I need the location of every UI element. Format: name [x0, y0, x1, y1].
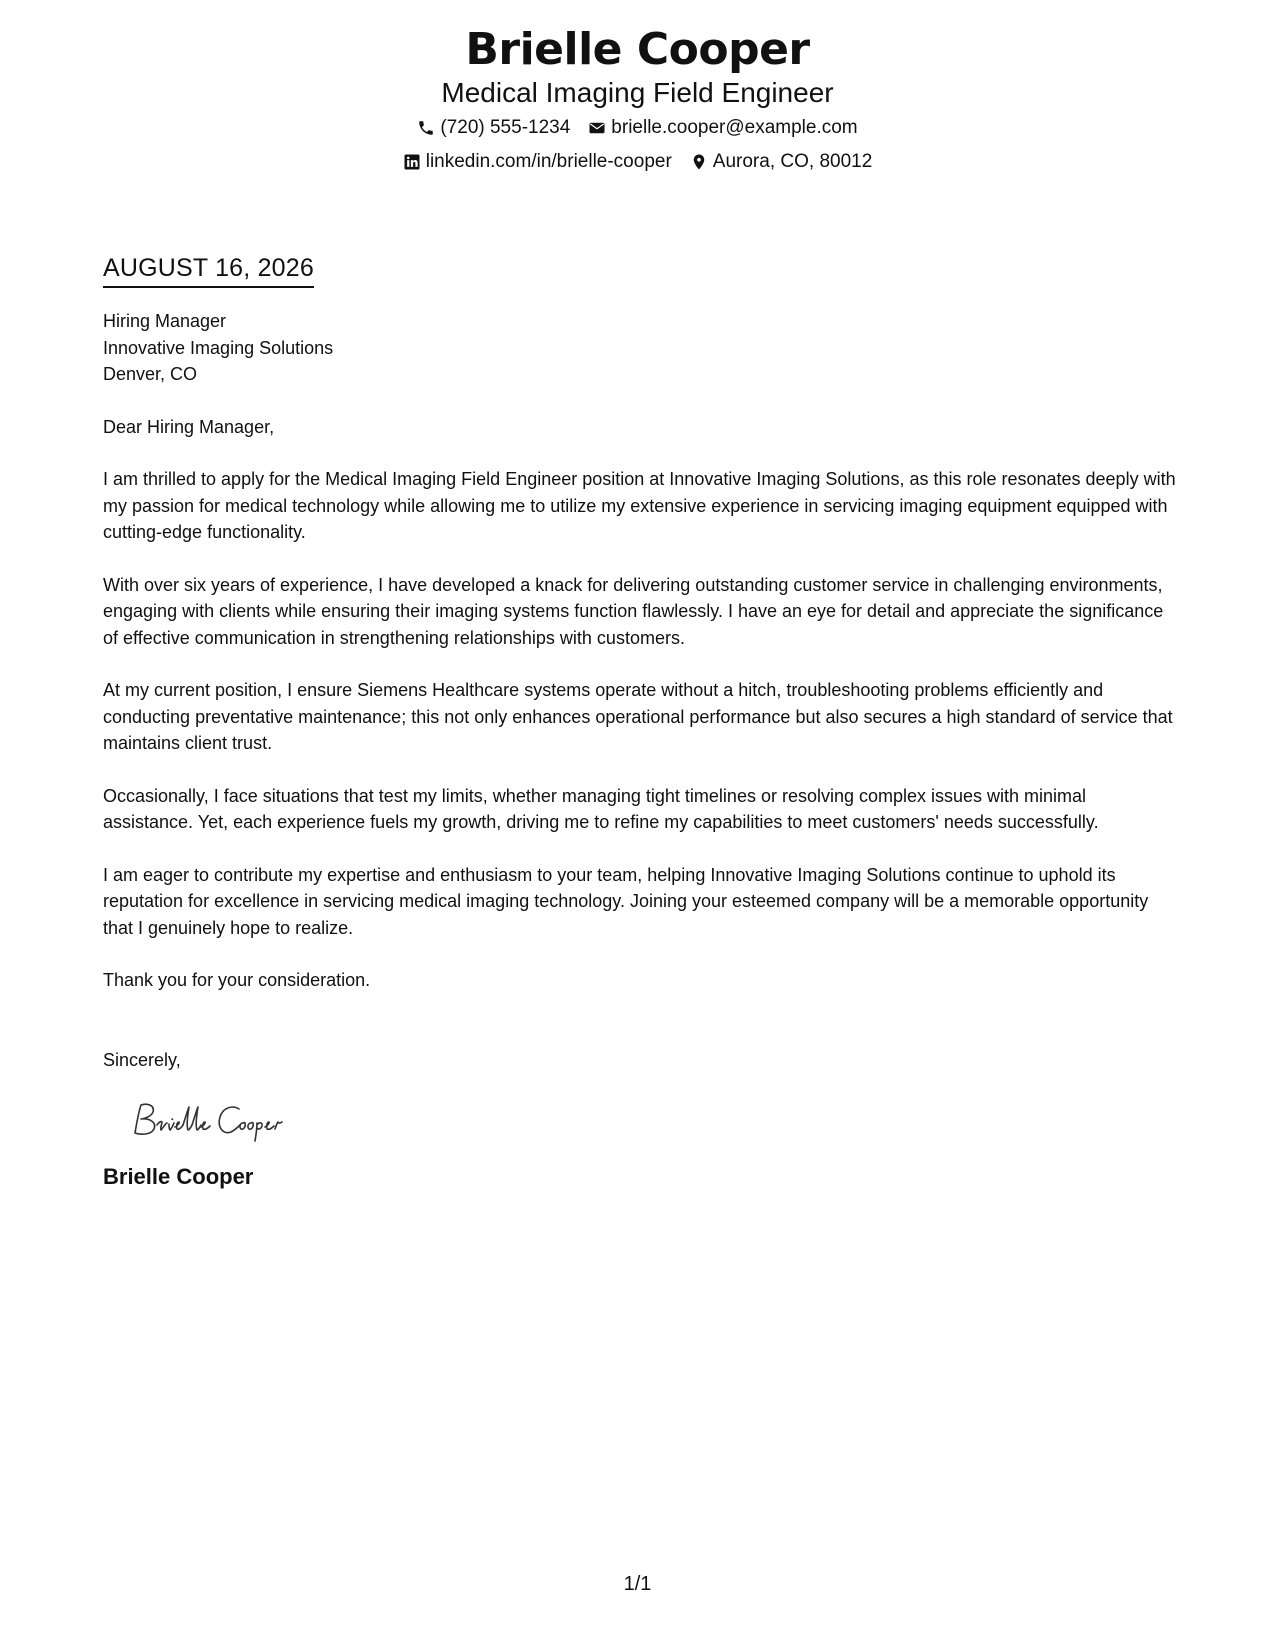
letter-body: [103, 252, 1178, 1191]
envelope-icon: [588, 119, 606, 137]
body-paragraph-5: I am eager to contribute my expertise and enthusiasm to your team, helping Innovative Imaging Solutions continue to uphold its reputation for excellence in servicing medical imaging technology. Joining your esteemed company will be a memorable opportunity that I genuinely hope to realize.: [103, 864, 1149, 938]
signature-image: [127, 1095, 347, 1145]
body-paragraph-3: At my current position, I ensure Siemens Healthcare systems operate without a hitch, troubleshooting problems efficiently and conducting preventative maintenance; this not only enhances operational performance but also secures a high standard of service that maintains client trust.: [103, 680, 1173, 753]
letter-date: AUGUST 16, 2026: [103, 252, 314, 288]
contact-location: [690, 146, 872, 178]
page-number: 1/1: [623, 1573, 652, 1595]
contact-row-primary: [0, 112, 1275, 144]
signer-name: Brielle Cooper: [103, 1164, 254, 1189]
body-paragraph-4: Occasionally, I face situations that test my limits, whether managing tight timelines or resolving complex issues with minimal assistance. Yet, each experience fuels my growth, driving me to refine my capabilities to meet customers' needs successfully.: [103, 785, 1099, 832]
body-paragraph-1: I am thrilled to apply for the Medical Imaging Field Engineer position at Innovative Imaging Solutions, as this role resonates deeply with my passion for medical technology while allowing me to utilize my extensive experience in servicing imaging equipment equipped with cutting-edge functionality.: [103, 469, 1176, 542]
letter-header: [0, 24, 1275, 178]
location-text: Aurora, CO, 80012: [712, 151, 873, 172]
recipient-block: [103, 308, 1178, 388]
applicant-job-title: Medical Imaging Field Engineer: [441, 77, 834, 108]
linkedin-url: linkedin.com/in/brielle-cooper: [425, 151, 672, 172]
email-address: brielle.cooper@example.com: [611, 117, 858, 138]
signoff: Sincerely,: [103, 1049, 181, 1070]
phone-number: (720) 555-1234: [440, 117, 571, 138]
salutation: Dear Hiring Manager,: [103, 416, 275, 437]
contact-phone: [417, 112, 570, 144]
contact-row-secondary: [0, 146, 1275, 178]
linkedin-icon: [403, 153, 421, 171]
recipient-name: Hiring Manager: [103, 311, 227, 331]
phone-icon: [417, 119, 435, 137]
recipient-location: Denver, CO: [103, 364, 198, 384]
body-paragraph-2: With over six years of experience, I have developed a knack for delivering outstanding customer service in challenging environments, engaging with clients while ensuring their imaging systems function flawlessly. I have an eye for detail and appreciate the significance of effective communication in strengthening relationships with customers.: [103, 574, 1164, 648]
closing-line: Thank you for your consideration.: [103, 970, 371, 990]
applicant-name: Brielle Cooper: [465, 24, 810, 75]
recipient-company: Innovative Imaging Solutions: [103, 337, 334, 358]
contact-email: [588, 112, 857, 144]
map-pin-icon: [690, 153, 708, 171]
contact-linkedin: [403, 146, 672, 178]
